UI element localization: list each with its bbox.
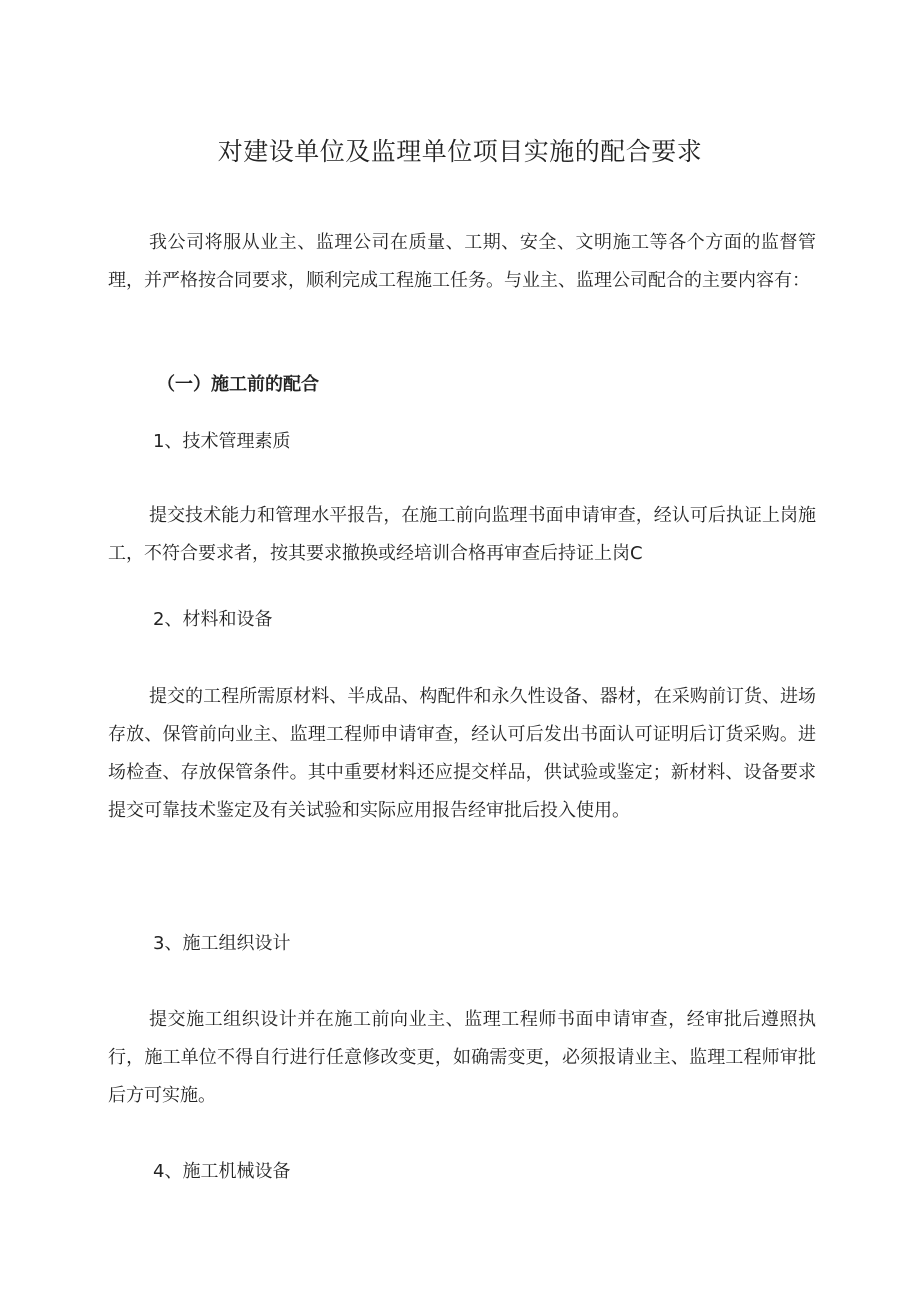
item-heading-4: 4、施工机械设备 (153, 1161, 291, 1182)
item-heading-3: 3、施工组织设计 (153, 933, 291, 954)
intro-paragraph: 我公司将服从业主、监理公司在质量、工期、安全、文明施工等各个方面的监督管理，并严格按合同要求，顺利完成工程施工任务。与业主、监理公司配合的主要内容有： (108, 232, 816, 291)
document-title: 对建设单位及监理单位项目实施的配合要求 (217, 137, 703, 166)
item-body-3: 提交施工组织设计并在施工前向业主、监理工程师书面申请审查，经审批后遵照执行，施工单位不得自行进行任意修改变更，如确需变更，必须报请业主、监理工程师审批后方可实施。 (108, 1009, 816, 1106)
section-heading-pre-construction: （一）施工前的配合 (157, 374, 319, 395)
item-heading-1: 1、技术管理素质 (153, 431, 291, 452)
item-body-1: 提交技术能力和管理水平报告，在施工前向监理书面申请审查，经认可后执证上岗施工，不符合要求者，按其要求撤换或经培训合格再审查后持证上岗C (108, 505, 816, 564)
item-body-2: 提交的工程所需原材料、半成品、构配件和永久性设备、器材，在采购前订货、进场存放、保管前向业主、监理工程师申请审查，经认可后发出书面认可证明后订货采购。进场检查、存放保管条件。其中重要材料还应提交样品，供试验或鉴定；新材料、设备要求提交可靠技术鉴定及有关试验和实际应用报告经审批后投入使用。 (108, 686, 816, 821)
item-heading-2: 2、材料和设备 (153, 609, 273, 630)
